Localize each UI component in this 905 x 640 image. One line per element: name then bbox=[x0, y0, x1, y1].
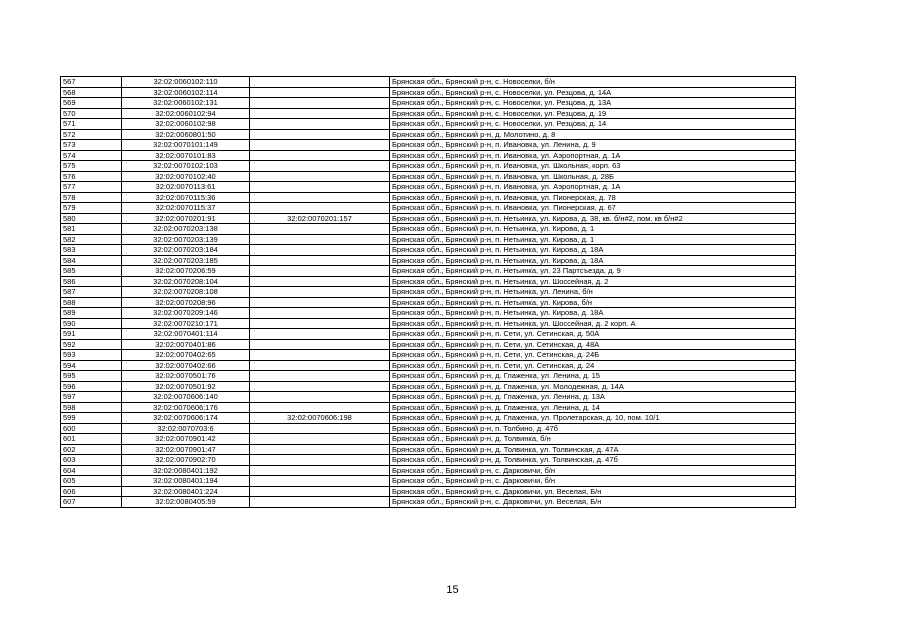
address-cell: Брянская обл., Брянский р-н, д. Глаженка, ул. Молодежная, д. 14А bbox=[390, 381, 796, 392]
linked-cadastral-number-cell bbox=[250, 129, 390, 140]
row-number-cell: 583 bbox=[61, 245, 122, 256]
table-row bbox=[61, 245, 796, 256]
table-row bbox=[61, 203, 796, 214]
linked-cadastral-number-cell: 32:02:0070201:157 bbox=[250, 213, 390, 224]
linked-cadastral-number-cell bbox=[250, 308, 390, 319]
address-cell: Брянская обл., Брянский р-н, с. Новоселки, ул. Резцова, д. 14А bbox=[390, 87, 796, 98]
row-number-cell: 568 bbox=[61, 87, 122, 98]
linked-cadastral-number-cell bbox=[250, 245, 390, 256]
address-cell: Брянская обл., Брянский р-н, п. Ивановка, ул. Школьная, корп. 63 bbox=[390, 161, 796, 172]
table-row bbox=[61, 171, 796, 182]
linked-cadastral-number-cell bbox=[250, 329, 390, 340]
linked-cadastral-number-cell bbox=[250, 339, 390, 350]
address-cell: Брянская обл., Брянский р-н, п. Толбино, д. 47б bbox=[390, 423, 796, 434]
property-table bbox=[60, 76, 796, 508]
table-row bbox=[61, 129, 796, 140]
cadastral-number-cell: 32:02:0070501:92 bbox=[122, 381, 250, 392]
cadastral-number-cell: 32:02:0070203:184 bbox=[122, 245, 250, 256]
cadastral-number-cell: 32:02:0070102:40 bbox=[122, 171, 250, 182]
row-number-cell: 578 bbox=[61, 192, 122, 203]
table-row bbox=[61, 297, 796, 308]
table-row bbox=[61, 318, 796, 329]
row-number-cell: 591 bbox=[61, 329, 122, 340]
row-number-cell: 602 bbox=[61, 444, 122, 455]
row-number-cell: 584 bbox=[61, 255, 122, 266]
row-number-cell: 585 bbox=[61, 266, 122, 277]
table-row bbox=[61, 308, 796, 319]
cadastral-number-cell: 32:02:0060102:131 bbox=[122, 98, 250, 109]
table-row bbox=[61, 161, 796, 172]
address-cell: Брянская обл., Брянский р-н, с. Новоселки, б/н bbox=[390, 77, 796, 88]
property-table-body bbox=[61, 77, 796, 508]
table-row bbox=[61, 413, 796, 424]
address-cell: Брянская обл., Брянский р-н, с. Дарковичи, ул. Веселая, Б/н bbox=[390, 486, 796, 497]
address-cell: Брянская обл., Брянский р-н, д. Глаженка, ул. Ленина, д. 15 bbox=[390, 371, 796, 382]
row-number-cell: 579 bbox=[61, 203, 122, 214]
linked-cadastral-number-cell bbox=[250, 381, 390, 392]
address-cell: Брянская обл., Брянский р-н, п. Нетьинка, ул. Шоссейная, д. 2 корп. А bbox=[390, 318, 796, 329]
address-cell: Брянская обл., Брянский р-н, п. Сети, ул. Сетинская, д. 50А bbox=[390, 329, 796, 340]
address-cell: Брянская обл., Брянский р-н, п. Нетьинка, ул. Кирова, д. 1 bbox=[390, 224, 796, 235]
row-number-cell: 573 bbox=[61, 140, 122, 151]
address-cell: Брянская обл., Брянский р-н, д. Толвинка, б/н bbox=[390, 434, 796, 445]
address-cell: Брянская обл., Брянский р-н, п. Нетьинка, ул. Кирова, б/н bbox=[390, 297, 796, 308]
row-number-cell: 572 bbox=[61, 129, 122, 140]
linked-cadastral-number-cell bbox=[250, 392, 390, 403]
linked-cadastral-number-cell bbox=[250, 497, 390, 508]
cadastral-number-cell: 32:02:0070901:47 bbox=[122, 444, 250, 455]
row-number-cell: 582 bbox=[61, 234, 122, 245]
linked-cadastral-number-cell bbox=[250, 350, 390, 361]
table-row bbox=[61, 98, 796, 109]
address-cell: Брянская обл., Брянский р-н, д. Глаженка, ул. Ленина, д. 14 bbox=[390, 402, 796, 413]
row-number-cell: 596 bbox=[61, 381, 122, 392]
row-number-cell: 589 bbox=[61, 308, 122, 319]
row-number-cell: 607 bbox=[61, 497, 122, 508]
cadastral-number-cell: 32:02:0070210:171 bbox=[122, 318, 250, 329]
address-cell: Брянская обл., Брянский р-н, д. Толвинка, ул. Толвинская, д. 47А bbox=[390, 444, 796, 455]
address-cell: Брянская обл., Брянский р-н, д. Глаженка, ул. Ленина, д. 13А bbox=[390, 392, 796, 403]
row-number-cell: 603 bbox=[61, 455, 122, 466]
row-number-cell: 576 bbox=[61, 171, 122, 182]
row-number-cell: 600 bbox=[61, 423, 122, 434]
linked-cadastral-number-cell bbox=[250, 423, 390, 434]
row-number-cell: 597 bbox=[61, 392, 122, 403]
address-cell: Брянская обл., Брянский р-н, д. Толвинка, ул. Толвинская, д. 47б bbox=[390, 455, 796, 466]
cadastral-number-cell: 32:02:0070203:185 bbox=[122, 255, 250, 266]
address-cell: Брянская обл., Брянский р-н, п. Нетьинка, ул. Кирова, д. 1 bbox=[390, 234, 796, 245]
cadastral-number-cell: 32:02:0060102:94 bbox=[122, 108, 250, 119]
cadastral-number-cell: 32:02:0070203:138 bbox=[122, 224, 250, 235]
cadastral-number-cell: 32:02:0070113:61 bbox=[122, 182, 250, 193]
row-number-cell: 581 bbox=[61, 224, 122, 235]
cadastral-number-cell: 32:02:0070606:140 bbox=[122, 392, 250, 403]
row-number-cell: 595 bbox=[61, 371, 122, 382]
row-number-cell: 580 bbox=[61, 213, 122, 224]
address-cell: Брянская обл., Брянский р-н, п. Ивановка, ул. Аэропортная, д. 1А bbox=[390, 182, 796, 193]
address-cell: Брянская обл., Брянский р-н, п. Сети, ул. Сетинская, д. 24 bbox=[390, 360, 796, 371]
cadastral-number-cell: 32:02:0070115:37 bbox=[122, 203, 250, 214]
address-cell: Брянская обл., Брянский р-н, п. Нетьинка, ул. Кирова, д. 18А bbox=[390, 245, 796, 256]
table-row bbox=[61, 150, 796, 161]
cadastral-number-cell: 32:02:0070201:91 bbox=[122, 213, 250, 224]
cadastral-number-cell: 32:02:0080405:59 bbox=[122, 497, 250, 508]
table-row bbox=[61, 360, 796, 371]
row-number-cell: 598 bbox=[61, 402, 122, 413]
cadastral-number-cell: 32:02:0070209:146 bbox=[122, 308, 250, 319]
row-number-cell: 587 bbox=[61, 287, 122, 298]
address-cell: Брянская обл., Брянский р-н, с. Дарковичи, ул. Веселая, Б/н bbox=[390, 497, 796, 508]
row-number-cell: 592 bbox=[61, 339, 122, 350]
table-row bbox=[61, 434, 796, 445]
address-cell: Брянская обл., Брянский р-н, с. Дарковичи, б/н bbox=[390, 465, 796, 476]
cadastral-number-cell: 32:02:0070606:176 bbox=[122, 402, 250, 413]
table-row bbox=[61, 486, 796, 497]
row-number-cell: 605 bbox=[61, 476, 122, 487]
cadastral-number-cell: 32:02:0080401:194 bbox=[122, 476, 250, 487]
address-cell: Брянская обл., Брянский р-н, п. Ивановка, ул. Пионерская, д. 67 bbox=[390, 203, 796, 214]
table-row bbox=[61, 234, 796, 245]
table-row bbox=[61, 192, 796, 203]
linked-cadastral-number-cell bbox=[250, 87, 390, 98]
address-cell: Брянская обл., Брянский р-н, с. Новоселки, ул. Резцова, д. 19 bbox=[390, 108, 796, 119]
row-number-cell: 599 bbox=[61, 413, 122, 424]
cadastral-number-cell: 32:02:0070101:83 bbox=[122, 150, 250, 161]
row-number-cell: 588 bbox=[61, 297, 122, 308]
cadastral-number-cell: 32:02:0070203:139 bbox=[122, 234, 250, 245]
row-number-cell: 574 bbox=[61, 150, 122, 161]
table-row bbox=[61, 255, 796, 266]
table-row bbox=[61, 371, 796, 382]
cadastral-number-cell: 32:02:0070901:42 bbox=[122, 434, 250, 445]
linked-cadastral-number-cell bbox=[250, 287, 390, 298]
address-cell: Брянская обл., Брянский р-н, п. Ивановка, ул. Ленина, д. 9 bbox=[390, 140, 796, 151]
cadastral-number-cell: 32:02:0070402:66 bbox=[122, 360, 250, 371]
address-cell: Брянская обл., Брянский р-н, п. Нетьинка, ул. Шоссейная, д. 2 bbox=[390, 276, 796, 287]
linked-cadastral-number-cell bbox=[250, 486, 390, 497]
row-number-cell: 594 bbox=[61, 360, 122, 371]
row-number-cell: 590 bbox=[61, 318, 122, 329]
address-cell: Брянская обл., Брянский р-н, п. Сети, ул. Сетинская, д. 48А bbox=[390, 339, 796, 350]
linked-cadastral-number-cell: 32:02:0070606:198 bbox=[250, 413, 390, 424]
address-cell: Брянская обл., Брянский р-н, п. Нетьинка, ул. Кирова, д. 18А bbox=[390, 308, 796, 319]
linked-cadastral-number-cell bbox=[250, 266, 390, 277]
linked-cadastral-number-cell bbox=[250, 402, 390, 413]
linked-cadastral-number-cell bbox=[250, 77, 390, 88]
table-row bbox=[61, 350, 796, 361]
table-row bbox=[61, 287, 796, 298]
address-cell: Брянская обл., Брянский р-н, с. Новоселки, ул. Резцова, д. 14 bbox=[390, 119, 796, 130]
linked-cadastral-number-cell bbox=[250, 255, 390, 266]
table-row bbox=[61, 213, 796, 224]
table-row bbox=[61, 444, 796, 455]
cadastral-number-cell: 32:02:0080401:224 bbox=[122, 486, 250, 497]
page-number: 15 bbox=[446, 584, 459, 596]
linked-cadastral-number-cell bbox=[250, 434, 390, 445]
linked-cadastral-number-cell bbox=[250, 276, 390, 287]
address-cell: Брянская обл., Брянский р-н, п. Нетьинка, ул. 23 Партсъезда, д. 9 bbox=[390, 266, 796, 277]
row-number-cell: 567 bbox=[61, 77, 122, 88]
address-cell: Брянская обл., Брянский р-н, п. Нетьинка, ул. Кирова, д. 18А bbox=[390, 255, 796, 266]
address-cell: Брянская обл., Брянский р-н, п. Сети, ул. Сетинская, д. 24Б bbox=[390, 350, 796, 361]
address-cell: Брянская обл., Брянский р-н, п. Нетьинка, ул. Кирова, д. 38, кв. б/н#2, пом. кв б/н#2 bbox=[390, 213, 796, 224]
address-cell: Брянская обл., Брянский р-н, с. Новоселки, ул. Резцова, д. 13А bbox=[390, 98, 796, 109]
cadastral-number-cell: 32:02:0070101:149 bbox=[122, 140, 250, 151]
cadastral-number-cell: 32:02:0070401:86 bbox=[122, 339, 250, 350]
address-cell: Брянская обл., Брянский р-н, с. Дарковичи, б/н bbox=[390, 476, 796, 487]
table-row bbox=[61, 339, 796, 350]
linked-cadastral-number-cell bbox=[250, 119, 390, 130]
cadastral-number-cell: 32:02:0070902:70 bbox=[122, 455, 250, 466]
linked-cadastral-number-cell bbox=[250, 455, 390, 466]
linked-cadastral-number-cell bbox=[250, 171, 390, 182]
table-row bbox=[61, 77, 796, 88]
linked-cadastral-number-cell bbox=[250, 234, 390, 245]
row-number-cell: 577 bbox=[61, 182, 122, 193]
linked-cadastral-number-cell bbox=[250, 224, 390, 235]
cadastral-number-cell: 32:02:0070606:174 bbox=[122, 413, 250, 424]
table-row bbox=[61, 266, 796, 277]
linked-cadastral-number-cell bbox=[250, 182, 390, 193]
address-cell: Брянская обл., Брянский р-н, п. Ивановка, ул. Аэропортная, д. 1А bbox=[390, 150, 796, 161]
cadastral-number-cell: 32:02:0070208:108 bbox=[122, 287, 250, 298]
table-row bbox=[61, 392, 796, 403]
table-row bbox=[61, 224, 796, 235]
table-row bbox=[61, 140, 796, 151]
linked-cadastral-number-cell bbox=[250, 203, 390, 214]
cadastral-number-cell: 32:02:0060102:98 bbox=[122, 119, 250, 130]
cadastral-number-cell: 32:02:0070208:96 bbox=[122, 297, 250, 308]
linked-cadastral-number-cell bbox=[250, 371, 390, 382]
table-row bbox=[61, 402, 796, 413]
cadastral-number-cell: 32:02:0070208:104 bbox=[122, 276, 250, 287]
cadastral-number-cell: 32:02:0070115:36 bbox=[122, 192, 250, 203]
row-number-cell: 575 bbox=[61, 161, 122, 172]
address-cell: Брянская обл., Брянский р-н, д. Молотино, д. 8 bbox=[390, 129, 796, 140]
table-row bbox=[61, 182, 796, 193]
cadastral-number-cell: 32:02:0060801:50 bbox=[122, 129, 250, 140]
row-number-cell: 571 bbox=[61, 119, 122, 130]
table-row bbox=[61, 329, 796, 340]
cadastral-number-cell: 32:02:0070501:76 bbox=[122, 371, 250, 382]
address-cell: Брянская обл., Брянский р-н, п. Ивановка, ул. Школьная, д. 28Б bbox=[390, 171, 796, 182]
cadastral-number-cell: 32:02:0060102:110 bbox=[122, 77, 250, 88]
linked-cadastral-number-cell bbox=[250, 444, 390, 455]
table-row bbox=[61, 381, 796, 392]
table-row bbox=[61, 423, 796, 434]
linked-cadastral-number-cell bbox=[250, 297, 390, 308]
table-row bbox=[61, 497, 796, 508]
row-number-cell: 606 bbox=[61, 486, 122, 497]
row-number-cell: 569 bbox=[61, 98, 122, 109]
table-row bbox=[61, 87, 796, 98]
table-row bbox=[61, 276, 796, 287]
address-cell: Брянская обл., Брянский р-н, д. Глаженка, ул. Пролетарская, д. 10, пом. 10/1 bbox=[390, 413, 796, 424]
linked-cadastral-number-cell bbox=[250, 192, 390, 203]
table-row bbox=[61, 119, 796, 130]
linked-cadastral-number-cell bbox=[250, 476, 390, 487]
cadastral-number-cell: 32:02:0070206:59 bbox=[122, 266, 250, 277]
linked-cadastral-number-cell bbox=[250, 318, 390, 329]
row-number-cell: 601 bbox=[61, 434, 122, 445]
cadastral-number-cell: 32:02:0060102:114 bbox=[122, 87, 250, 98]
row-number-cell: 604 bbox=[61, 465, 122, 476]
cadastral-number-cell: 32:02:0070401:114 bbox=[122, 329, 250, 340]
linked-cadastral-number-cell bbox=[250, 465, 390, 476]
row-number-cell: 586 bbox=[61, 276, 122, 287]
linked-cadastral-number-cell bbox=[250, 98, 390, 109]
linked-cadastral-number-cell bbox=[250, 108, 390, 119]
row-number-cell: 593 bbox=[61, 350, 122, 361]
linked-cadastral-number-cell bbox=[250, 161, 390, 172]
address-cell: Брянская обл., Брянский р-н, п. Ивановка, ул. Пионерская, д. 78 bbox=[390, 192, 796, 203]
linked-cadastral-number-cell bbox=[250, 150, 390, 161]
address-cell: Брянская обл., Брянский р-н, п. Нетьинка, ул. Ленина, б/н bbox=[390, 287, 796, 298]
cadastral-number-cell: 32:02:0070703:6 bbox=[122, 423, 250, 434]
linked-cadastral-number-cell bbox=[250, 140, 390, 151]
row-number-cell: 570 bbox=[61, 108, 122, 119]
table-row bbox=[61, 465, 796, 476]
table-row bbox=[61, 476, 796, 487]
table-row bbox=[61, 108, 796, 119]
table-row bbox=[61, 455, 796, 466]
cadastral-number-cell: 32:02:0070102:103 bbox=[122, 161, 250, 172]
cadastral-number-cell: 32:02:0080401:192 bbox=[122, 465, 250, 476]
linked-cadastral-number-cell bbox=[250, 360, 390, 371]
cadastral-number-cell: 32:02:0070402:65 bbox=[122, 350, 250, 361]
